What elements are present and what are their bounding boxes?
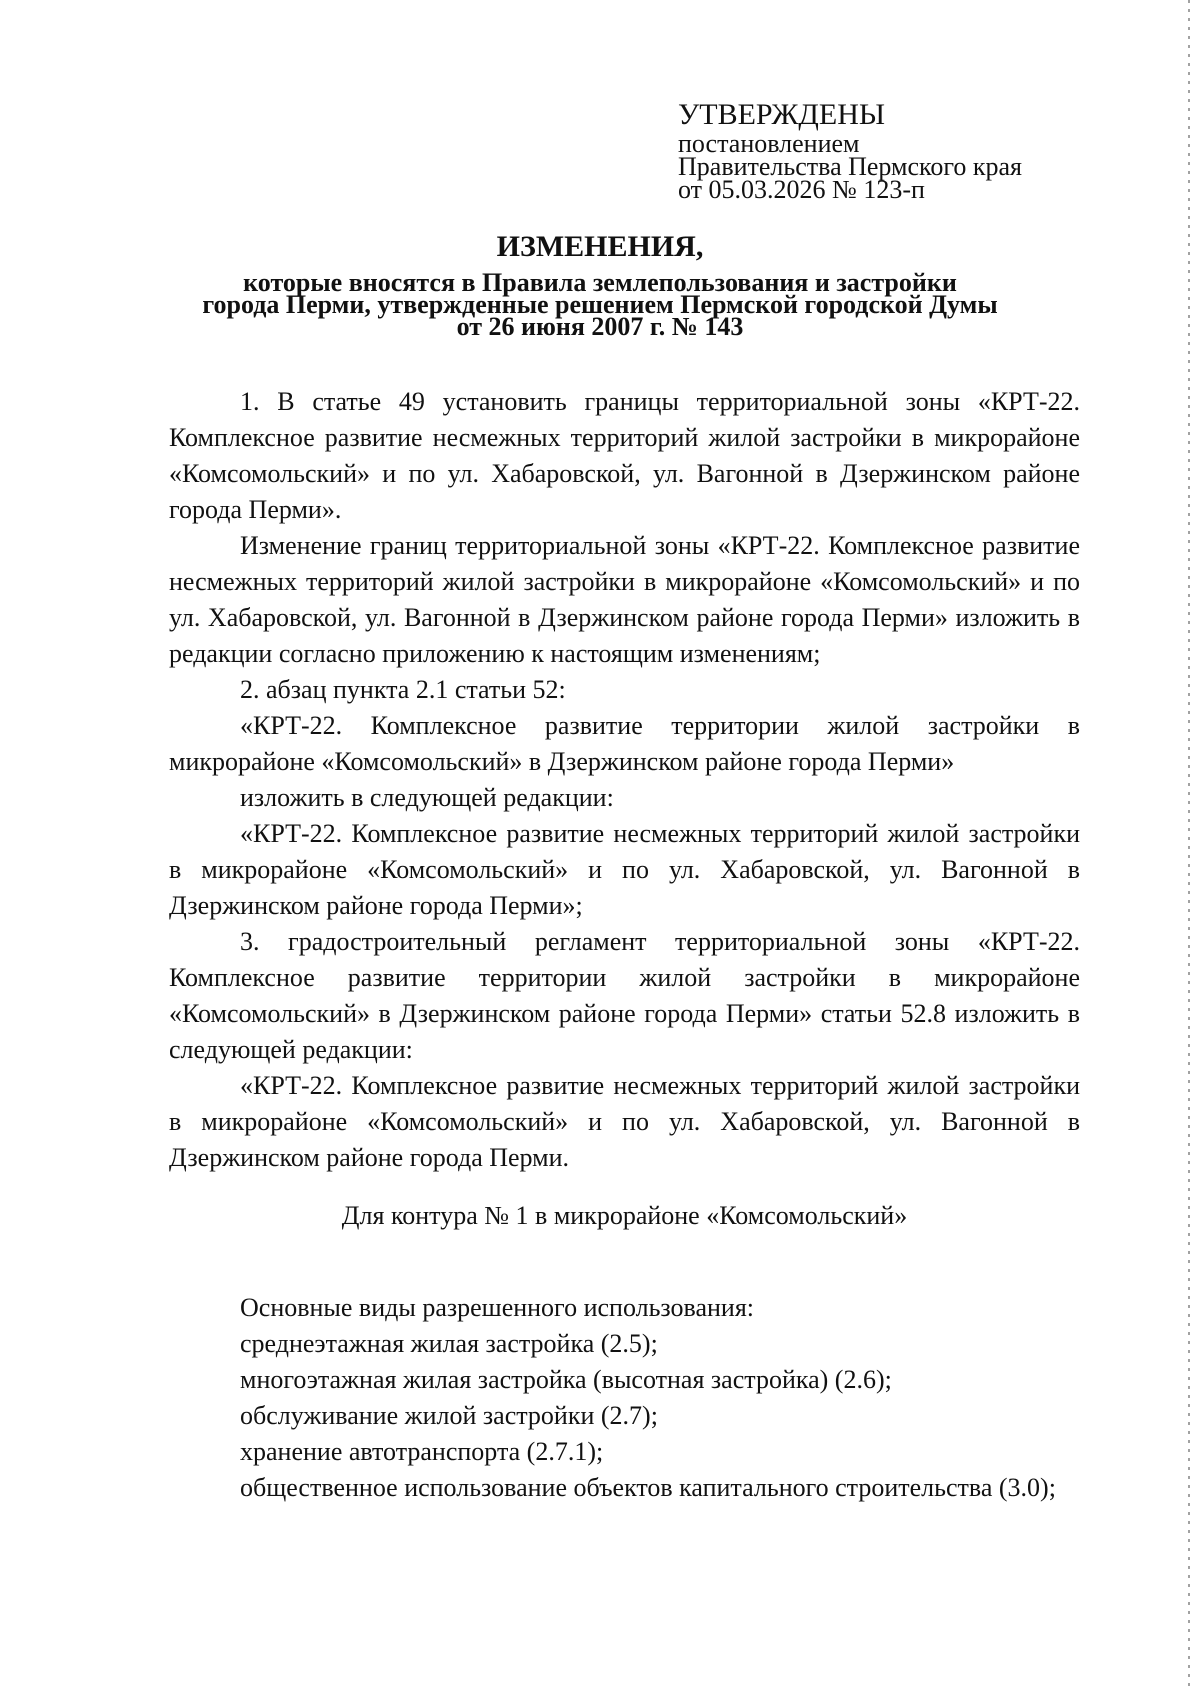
paragraph-3: 2. абзац пункта 2.1 статьи 52:	[240, 675, 566, 704]
paragraph-2: Изменение границ территориальной зоны «КРТ-22. Комплексное развитие несмежных территорий жилой застройки в микрорайоне «Комсомольский» и по ул. Хабаровской, ул. Вагонной в Дзержинском районе города Перми» изложить в редакции согласно приложению к настоящим изменениям;	[169, 531, 1080, 668]
use-item-4: хранение автотранспорта (2.7.1);	[240, 1437, 604, 1466]
subtitle-line-1: которые вносятся в Правила землепользования и застройки	[243, 268, 957, 297]
paragraph-8: «КРТ-22. Комплексное развитие несмежных территорий жилой застройки в микрорайоне «Комсомольский» и по ул. Хабаровской, ул. Вагонной в Дзержинском районе города Перми.	[169, 1071, 1080, 1172]
paragraph-5: изложить в следующей редакции:	[240, 783, 614, 812]
document-body	[169, 384, 1080, 1506]
use-item-3: обслуживание жилой застройки (2.7);	[240, 1401, 658, 1430]
approval-line-4: от 05.03.2026 № 123-п	[678, 175, 925, 204]
use-item-1: среднеэтажная жилая застройка (2.5);	[240, 1329, 658, 1358]
paragraph-7: 3. градостроительный регламент территориальной зоны «КРТ-22. Комплексное развитие территории жилой застройки в микрорайоне «Комсомольский» в Дзержинском районе города Перми» статьи 52.8 изложить в следующей редакции:	[169, 927, 1080, 1064]
paragraph-6: «КРТ-22. Комплексное развитие несмежных территорий жилой застройки в микрорайоне «Комсомольский» и по ул. Хабаровской, ул. Вагонной в Дзержинском районе города Перми»;	[169, 819, 1080, 920]
document-title: ИЗМЕНЕНИЯ,	[496, 230, 704, 263]
paragraph-4: «КРТ-22. Комплексное развитие территории жилой застройки в микрорайоне «Комсомольский» в Дзержинском районе города Перми»	[169, 711, 1080, 776]
document-subtitle	[120, 268, 1080, 341]
approval-stamp	[678, 98, 1148, 204]
scan-edge	[1188, 0, 1190, 1690]
approval-line-3: Правительства Пермского края	[678, 152, 1022, 181]
use-item-2: многоэтажная жилая застройка (высотная застройка) (2.6);	[240, 1365, 892, 1394]
subtitle-line-3: от 26 июня 2007 г. № 143	[456, 312, 744, 341]
use-item-5: общественное использование объектов капитального строительства (3.0);	[240, 1473, 1056, 1502]
approval-line-2: постановлением	[678, 129, 860, 158]
contour-heading: Для контура № 1 в микрорайоне «Комсомольский»	[341, 1201, 908, 1230]
paragraph-1: 1. В статье 49 установить границы территориальной зоны «КРТ-22. Комплексное развитие несмежных территорий жилой застройки в микрорайоне «Комсомольский» и по ул. Хабаровской, ул. Вагонной в Дзержинском районе города Перми».	[169, 387, 1080, 524]
uses-heading: Основные виды разрешенного использования:	[240, 1293, 755, 1322]
subtitle-line-2: города Перми, утвержденные решением Пермской городской Думы	[202, 290, 998, 319]
approval-line-1: УТВЕРЖДЕНЫ	[678, 98, 886, 131]
